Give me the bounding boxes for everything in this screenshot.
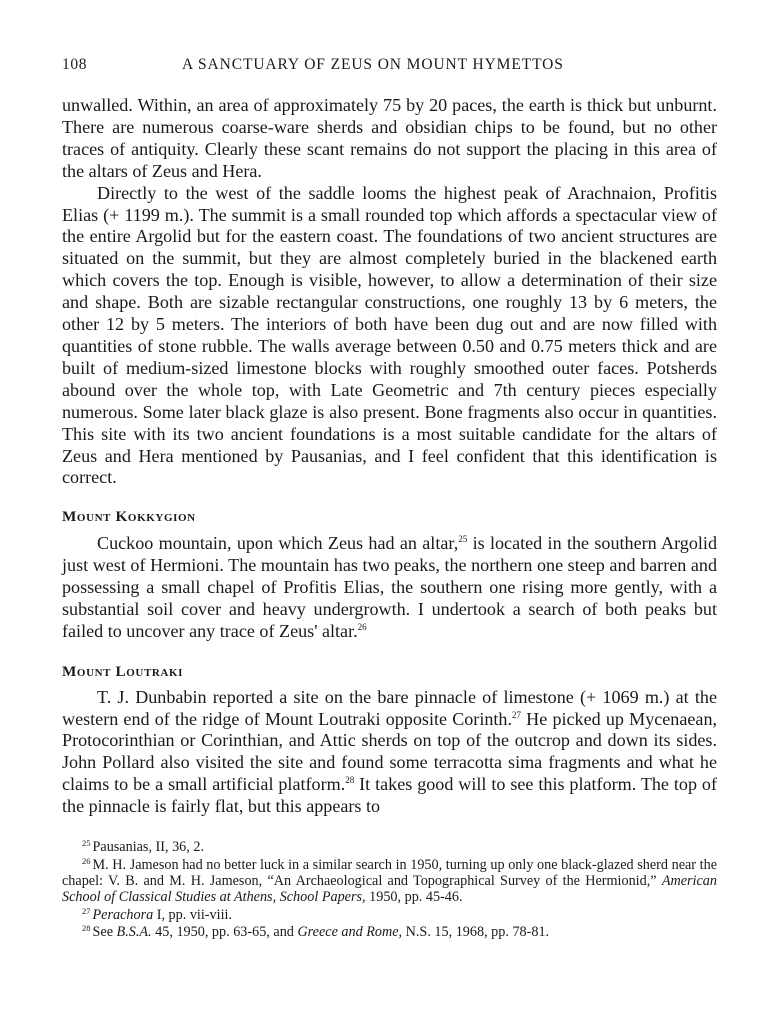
loutraki-text-1: T. J. Dunbabin reported a site on the bare pinnacle of limestone (+ 1069 m.) at the western end of the ridge of Mount Loutraki opposite Corinth.	[62, 686, 717, 729]
footnote-number: 25	[82, 838, 91, 849]
paragraph-kokkygion	[62, 533, 717, 643]
footnote-number: 26	[82, 855, 91, 866]
kokkygion-text-1: Cuckoo mountain, upon which Zeus had an altar,	[97, 533, 459, 554]
footnote-ref-25[interactable]: 25	[458, 534, 468, 545]
page-number: 108	[62, 56, 88, 73]
footnote-text: I, pp. vii-viii.	[153, 906, 233, 923]
footnote-ref-28[interactable]: 28	[345, 775, 355, 786]
footnote-number: 28	[82, 923, 91, 934]
footnote-26	[62, 857, 717, 906]
paragraph-loutraki	[62, 687, 717, 818]
heading-mount-kokkygion: Mount Kokkygion	[62, 508, 196, 526]
footnote-book-title: Perachora	[92, 906, 154, 923]
heading-mount-loutraki: Mount Loutraki	[62, 662, 184, 680]
footnote-27	[62, 907, 717, 923]
loutraki-text-3: It takes good will to see this platform. The top of the pinnacle is fairly flat, but this appears to	[62, 774, 717, 817]
page-header	[62, 52, 717, 78]
paragraph-profitis-elias: Directly to the west of the saddle looms the highest peak of Arachnaion, Profitis Elias (+ 1199 m.). The summit is a small rounded top which affords a spectacular view of the entire Argolid but for the eastern coast. The foundations of two ancient structures are situated on the summit, but they are almost completely buried in the blackened earth which covers the top. Enough is visible, however, to allow a determination of their size and shape. Both are sizable rectangular constructions, one roughly 13 by 6 meters, the other 12 by 5 meters. The interiors of both have been dug out and are now filled with quantities of stone rubble. The walls average between 0.50 and 0.75 meters thick and are built of medium-sized limestone blocks with roughly smoothed outer faces. Potsherds abound over the whole top, with Late Geometric and 7th century pieces especially numerous. Some later black glaze is also present. Bone fragments also occur in quantities. This site with its two ancient foundations is a most suitable candidate for the altars of Zeus and Hera mentioned by Pausanias, and I feel confident that this identification is correct.	[62, 182, 717, 488]
footnote-25	[62, 839, 717, 855]
book-page	[62, 52, 717, 942]
footnote-journal-title: Greece and Rome,	[297, 924, 403, 941]
footnote-number: 27	[82, 905, 91, 916]
footnote-text: Pausanias, II, 36, 2.	[92, 839, 205, 856]
footnote-text: See	[92, 924, 117, 941]
footnote-text: 45, 1950, pp. 63-65, and	[151, 924, 298, 941]
footnote-text: 1950, pp. 45-46.	[365, 889, 463, 906]
running-head: A SANCTUARY OF ZEUS ON MOUNT HYMETTOS	[182, 56, 564, 73]
kokkygion-text-2: is located in the southern Argolid just west of Hermioni. The mountain has two peaks, the northern one steep and barren and possessing a small chapel of Profitis Elias, the southern one rising more gently, with a substantial soil cover and heavy undergrowth. I undertook a search of both peaks but failed to uncover any trace of Zeus' altar.	[62, 533, 718, 641]
body-text	[62, 95, 717, 818]
footnote-journal-title: B.S.A.	[116, 924, 152, 941]
footnote-text: M. H. Jameson had no better luck in a similar search in 1950, turning up only one black-glazed sherd near the chapel: V. B. and M. H. Jameson, “An Archaeological and Topographical Survey of the Hermionid,”	[62, 856, 717, 889]
footnote-ref-26[interactable]: 26	[357, 621, 367, 632]
footnote-text: N.S. 15, 1968, pp. 78-81.	[402, 924, 550, 941]
footnote-journal-title: American School of Classical Studies at Athens, School Papers,	[62, 872, 717, 906]
loutraki-text-2: He picked up Mycenaean, Protocorinthian or Corinthian, and Attic sherds on top of the outcrop and down its sides. John Pollard also visited the site and found some terracotta sima fragments and what he claims to be a small artificial platform.	[62, 708, 718, 795]
footnote-ref-27[interactable]: 27	[512, 709, 522, 720]
footnote-28	[62, 924, 717, 940]
footnotes	[62, 839, 717, 940]
paragraph-unwalled: unwalled. Within, an area of approximately 75 by 20 paces, the earth is thick but unburnt. There are numerous coarse-ware sherds and obsidian chips to be found, but no other traces of antiquity. Clearly these scant remains do not support the placing in this area of the altars of Zeus and Hera.	[62, 95, 717, 181]
